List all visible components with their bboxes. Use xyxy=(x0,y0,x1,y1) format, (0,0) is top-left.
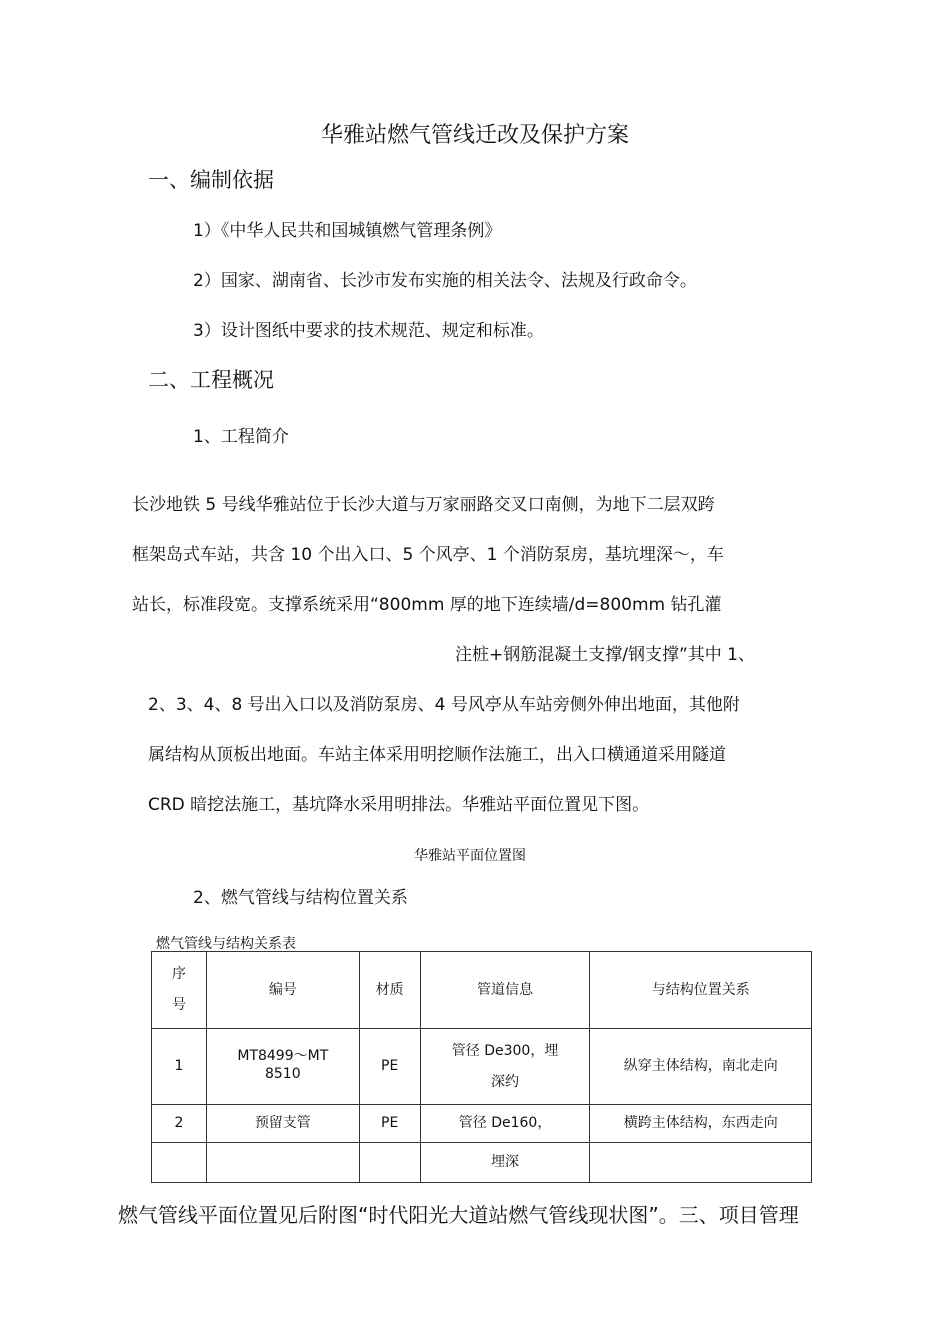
document-title: 华雅站燃气管线迁改及保护方案 xyxy=(320,123,629,148)
table-header-row xyxy=(152,952,812,1029)
table-cell xyxy=(359,1143,420,1183)
footer-paragraph: 燃气管线平面位置见后附图“时代阳光大道站燃气管线现状图”。三、项目管理 xyxy=(118,1203,799,1227)
table-cell: 埋深 xyxy=(420,1143,590,1183)
header-cell-relation: 与结构位置关系 xyxy=(590,952,812,1029)
header-cell-index: 序号 xyxy=(152,952,207,1029)
table-cell: 横跨主体结构，东西走向 xyxy=(590,1105,812,1143)
table-cell xyxy=(590,1143,812,1183)
table-cell: 2 xyxy=(152,1105,207,1143)
subheading-pipeline-relation: 2、燃气管线与结构位置关系 xyxy=(193,888,408,908)
header-cell-pipe-info: 管道信息 xyxy=(420,952,590,1029)
intro-paragraph-line-5: 2、3、4、8 号出入口以及消防泵房、4 号风亭从车站旁侧外伸出地面，其他附 xyxy=(148,695,740,715)
table-row xyxy=(152,1029,812,1105)
subheading-intro: 1、工程简介 xyxy=(193,427,289,447)
header-cell-material: 材质 xyxy=(359,952,420,1029)
basis-item-2: 2）国家、湖南省、长沙市发布实施的相关法令、法规及行政命令。 xyxy=(193,271,697,291)
table-cell: 管径 De300，埋深约 xyxy=(420,1029,590,1105)
table-cell: 纵穿主体结构，南北走向 xyxy=(590,1029,812,1105)
table-cell: 预留支管 xyxy=(206,1105,359,1143)
basis-item-1: 1）《中华人民共和国城镇燃气管理条例》 xyxy=(193,221,502,241)
intro-paragraph-line-7: CRD 暗挖法施工，基坑降水采用明排法。华雅站平面位置见下图。 xyxy=(148,795,650,815)
pipeline-relation-table xyxy=(151,951,812,1183)
table-cell: PE xyxy=(359,1029,420,1105)
intro-paragraph-line-6: 属结构从顶板出地面。车站主体采用明挖顺作法施工，出入口横通道采用隧道 xyxy=(148,745,726,765)
figure-caption: 华雅站平面位置图 xyxy=(414,848,526,864)
table-cell: 管径 De160， xyxy=(420,1105,590,1143)
table-row xyxy=(152,1105,812,1143)
intro-paragraph-line-3: 站长，标准段宽。支撑系统采用“800mm 厚的地下连续墙/d=800mm 钻孔灌 xyxy=(132,595,722,615)
section-heading-basis: 一、编制依据 xyxy=(148,168,274,192)
table-cell xyxy=(206,1143,359,1183)
table-caption: 燃气管线与结构关系表 xyxy=(156,936,296,952)
basis-item-3: 3）设计图纸中要求的技术规范、规定和标准。 xyxy=(193,321,544,341)
table-cell xyxy=(152,1143,207,1183)
table-cell: MT8499～MT8510 xyxy=(206,1029,359,1105)
section-heading-overview: 二、工程概况 xyxy=(148,368,274,392)
table-cell: 1 xyxy=(152,1029,207,1105)
table-cell: PE xyxy=(359,1105,420,1143)
table-row xyxy=(152,1143,812,1183)
intro-paragraph-line-1: 长沙地铁 5 号线华雅站位于长沙大道与万家丽路交叉口南侧，为地下二层双跨 xyxy=(132,495,715,515)
header-cell-code: 编号 xyxy=(206,952,359,1029)
intro-paragraph-line-4: 注桩+钢筋混凝土支撑/钢支撑”其中 1、 xyxy=(455,645,755,665)
intro-paragraph-line-2: 框架岛式车站，共含 10 个出入口、5 个风亭、1 个消防泵房，基坑埋深～，车 xyxy=(132,545,724,565)
